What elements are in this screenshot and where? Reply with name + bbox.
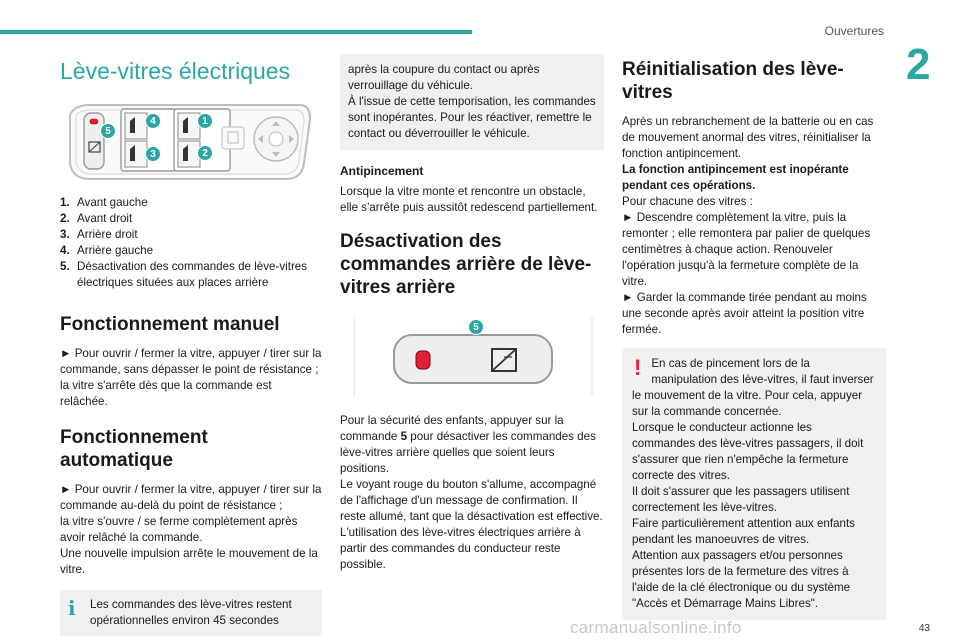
page-number: 43	[918, 623, 930, 634]
watermark: carmanualsonline.info	[570, 618, 742, 637]
reset-text-2: La fonction antipincement est inopérante pendant ces opérations.	[622, 163, 849, 192]
rear-deactivation-heading: Désactivation des commandes arrière de lève-vitres arrière	[340, 231, 592, 298]
auto-operation-text-1: ► Pour ouvrir / fermer la vitre, appuyer / tirer sur la commande au-delà du point de résistance ;	[60, 483, 322, 512]
auto-operation-text-2: la vitre s'ouvre / se ferme complètement après avoir relâché la commande.	[60, 515, 298, 544]
warning-icon: !	[634, 355, 642, 380]
info-note-continued-text-1: après la coupure du contact ou après verrouillage du véhicule.	[348, 63, 540, 92]
legend-item: 3. Arrière droit	[60, 228, 138, 241]
window-switch-panel-figure	[64, 99, 314, 185]
chapter-number: 2	[906, 40, 931, 89]
legend-list	[60, 195, 322, 291]
info-icon: i	[68, 596, 76, 620]
callout-2: 2	[197, 145, 213, 161]
page-title: Lève-vitres électriques	[60, 58, 291, 84]
anti-pinch-text: Lorsque la vitre monte et rencontre un obstacle, elle s'arrête puis aussitôt redescend partiellement.	[340, 185, 598, 214]
deactivation-text-2: Le voyant rouge du bouton s'allume, accompagné de l'affichage d'un message de confirmation. Il reste allumé, tant que la désactivation est effective.	[340, 478, 603, 523]
info-note-text: Les commandes des lève-vitres restent opérationnelles environ 45 secondes	[90, 598, 292, 627]
warning-note	[622, 348, 886, 620]
auto-operation-heading: Fonctionnement automatique	[60, 427, 208, 471]
manual-operation-heading: Fonctionnement manuel	[60, 314, 280, 335]
info-note-continued-text-2: À l'issue de cette temporisation, les commandes sont inopérantes. Pour les réactiver, remettre le contact ou déverrouiller le véhicule.	[348, 95, 596, 140]
legend-item: 2. Avant droit	[60, 212, 133, 225]
deactivation-text-3: L'utilisation des lève-vitres électriques arrière à partir des commandes du conducteur reste possible.	[340, 526, 581, 571]
warning-text-5: Attention aux passagers et/ou personnes présentes lors de la fermeture des vitres à l'aide de la clé électronique ou du système "Accès et Démarrage Mains Libres".	[632, 549, 851, 610]
warning-text-1: En cas de pincement lors de la manipulation des lève-vitres, il faut inverser le mouvement de la vitre. Pour cela, appuyer sur la commande concernée.	[632, 357, 874, 418]
column-1	[60, 54, 322, 636]
callout-5: 5	[100, 123, 116, 139]
legend-item: 1. Avant gauche	[60, 196, 148, 209]
info-note	[60, 590, 322, 636]
info-note-continued	[340, 54, 604, 150]
callout-5: 5	[468, 319, 484, 335]
header-accent-bar	[0, 30, 472, 34]
reset-text-1: Après un rebranchement de la batterie ou en cas de mouvement anormal des vitres, réinitialiser la fonction antipincement.	[622, 115, 874, 160]
column-3	[622, 54, 886, 620]
legend-item: 5. Désactivation des commandes de lève-vitres électriques situées aux places arrière	[60, 260, 308, 289]
manual-operation-text: ► Pour ouvrir / fermer la vitre, appuyer / tirer sur la commande, sans dépasser le point de résistance ; la vitre s'arrête dès que la commande est relâchée.	[60, 347, 322, 408]
section-title: Ouvertures	[824, 24, 884, 38]
deactivation-text-1: Pour la sécurité des enfants, appuyer sur la commande 5 pour désactiver les commandes des lève-vitres arrière quelles que soient leurs positions.	[340, 414, 596, 475]
warning-text-2: Lorsque le conducteur actionne les commandes des lève-vitres passagers, il doit s'assurer que rien n'empêche la fermeture correcte des vitres.	[632, 421, 864, 482]
warning-text-3: Il doit s'assurer que les passagers utilisent correctement les lève-vitres.	[632, 485, 850, 514]
reset-text-5: ► Garder la commande tirée pendant au moins une seconde après avoir atteint la position vitre fermée.	[622, 291, 867, 336]
callout-3: 3	[145, 146, 161, 162]
callout-1: 1	[197, 113, 213, 129]
reset-text-4: ► Descendre complètement la vitre, puis la remonter ; elle remontera par palier de quelques centimètres à chaque action. Renouveler l'opération jusqu'à la fermeture complète de la vitre.	[622, 211, 871, 288]
window-switch-panel-illustration	[64, 99, 314, 185]
auto-operation-text-3: Une nouvelle impulsion arrête le mouvement de la vitre.	[60, 547, 318, 576]
anti-pinch-heading: Antipincement	[340, 164, 424, 178]
child-lock-button-figure	[342, 309, 598, 405]
warning-text-4: Faire particulièrement attention aux enfants pendant les manoeuvres de vitres.	[632, 517, 855, 546]
legend-item: 4. Arrière gauche	[60, 244, 154, 257]
callout-4: 4	[145, 113, 161, 129]
reset-heading: Réinitialisation des lève-vitres	[622, 59, 844, 103]
reset-text-3: Pour chacune des vitres :	[622, 195, 753, 208]
column-2	[340, 54, 604, 573]
